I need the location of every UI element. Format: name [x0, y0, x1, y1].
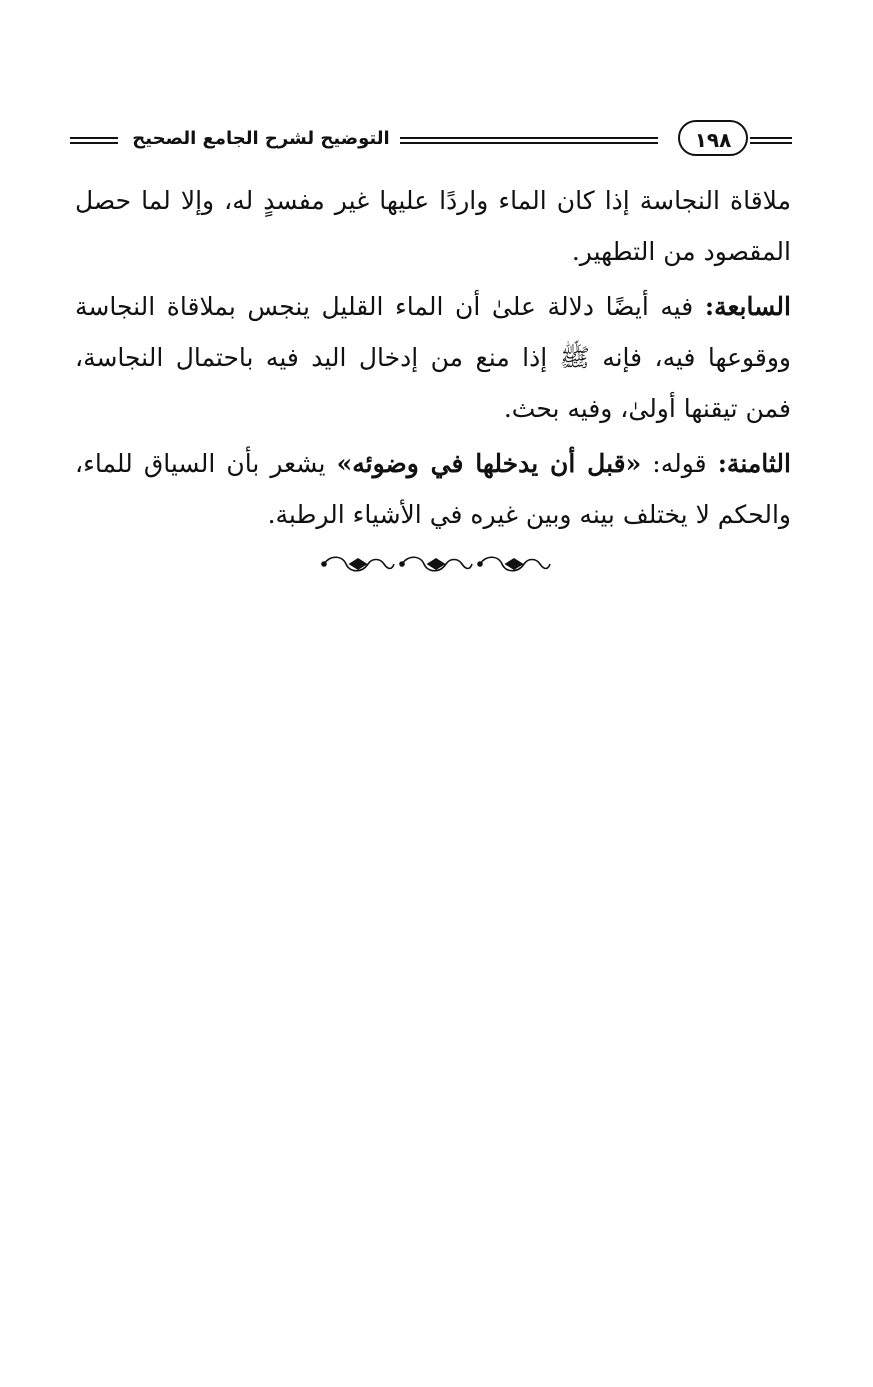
- paragraph-3-text-after: يشعر بأن السياق للماء، والحكم لا يختلف بينه وبين غيره في الأشياء الرطبة.: [75, 449, 791, 529]
- hadith-quote: «قبل أن يدخلها في وضوئه»: [336, 449, 642, 478]
- paragraph-2: [75, 281, 791, 434]
- header-rule-middle: [400, 137, 658, 144]
- paragraph-3-heading: الثامنة:: [717, 449, 791, 478]
- paragraph-3: [75, 438, 791, 540]
- paragraph-2-heading: السابعة:: [704, 292, 791, 321]
- paragraph-1-text: ملاقاة النجاسة إذا كان الماء واردًا عليها غير مفسدٍ له، وإلا لما حصل المقصود من التطهير.: [75, 186, 791, 266]
- page-number: ١٩٨: [678, 120, 748, 156]
- paragraph-1: [75, 175, 791, 277]
- paragraph-2-text: فيه أيضًا دلالة علىٰ أن الماء القليل ينجس بملاقاة النجاسة ووقوعها فيه، فإنه ﷺ إذا منع من إدخال اليد فيه باحتمال النجاسة، فمن تيقنها أولىٰ، وفيه بحث.: [75, 292, 792, 423]
- header-rule-right: [750, 137, 792, 144]
- floral-divider-ornament-icon: [320, 551, 552, 577]
- page-body: [75, 175, 791, 544]
- running-header: [70, 118, 792, 162]
- paragraph-3-text-before: قوله:: [641, 449, 718, 478]
- book-title: التوضيح لشرح الجامع الصحيح: [132, 128, 390, 149]
- header-rule-left: [70, 137, 118, 144]
